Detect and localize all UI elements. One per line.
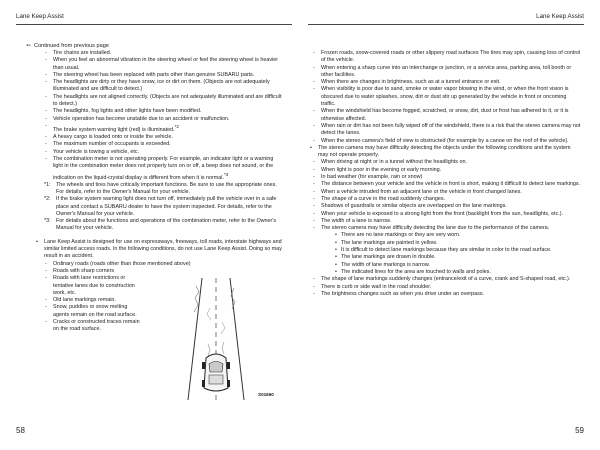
list-item: - When the windshield has become fogged, scratched, or snow, dirt, dust or frost has adhered to it, or it is otherwise affected. <box>312 108 582 123</box>
list-item-text: The brake system warning light (red) is illuminated. <box>53 126 175 133</box>
footnote-mark: *3: <box>44 218 51 225</box>
footnote-text: For details about the functions and operations of the combination meter, refer to the Owner's Manual for your vehicle. <box>56 218 277 232</box>
list-item: - The headlights are dirty or they have snow, ice or dirt on them. (Objects are not adequately illuminated and are difficult to detect.) <box>44 79 282 94</box>
list-item-text: The combination meter is not operating properly. For example, an indicator light or a warning light in the combination meter does not properly turn on or off, a beep does not sound, or the indication on the liquid-crystal display is different from when it is normal. <box>53 155 274 181</box>
sub-list-item: • It is difficult to detect lane markings because they are similar in color to the road surface. <box>335 247 582 254</box>
list-item: - When you feel an abnormal vibration in the steering wheel or feel the steering wheel is heavier than usual. <box>44 57 282 72</box>
list-item: - The shape of lane markings suddenly changes (entrance/exit of a curve, crank and S-shaped road, etc.). <box>312 276 582 283</box>
list-item: - When visibility is poor due to sand, smoke or water vapor blowing in the wind, or when the front vision is obscured due to water splashes, snow, dirt or dust stir up generated by the vehicle in front or oncoming traffic. <box>312 86 582 108</box>
list-item: - Ordinary roads (roads other than those mentioned above) <box>44 261 282 268</box>
figure-code: S01660 <box>258 392 274 397</box>
road-illustration <box>150 278 282 400</box>
footnote-ref: *3 <box>223 171 229 177</box>
footnote <box>44 189 282 196</box>
list-item: - Frozen roads, snow-covered roads or other slippery road surfaces The tires may spin, causing loss of control of the vehicle. <box>312 50 582 65</box>
list-item: - Your vehicle is towing a vehicle, etc. <box>44 149 282 156</box>
camera-bullet: • The stereo camera may have difficulty detecting the objects under the following conditions and the system may not operate properly. <box>310 145 582 160</box>
footnote <box>44 218 282 233</box>
list-item: - The headlights, fog lights and other lights have been modified. <box>44 108 282 115</box>
sub-list-item: • The indicated lines for the area are touched to walls and poles. <box>335 269 582 276</box>
list-item: - The shape of a curve in the road suddenly changes. <box>312 196 582 203</box>
right-page-number: 59 <box>575 426 584 435</box>
list-item <box>312 225 582 276</box>
sub-list-item: • The width of lane markings is narrow. <box>335 262 582 269</box>
footnote-ref: *2 <box>174 123 179 129</box>
footnote-text: For details, refer to the Owner's Manual for your vehicle. <box>56 188 191 195</box>
arrow-right-icon: ➳ <box>26 43 32 49</box>
list-item: - There is curb or side wall in the road shoulder. <box>312 284 582 291</box>
camera-condition-list <box>312 159 582 298</box>
right-condition-list <box>312 50 582 145</box>
list-item: - When a vehicle intruded from an adjacent lane or the vehicle in front changed lanes. <box>312 189 582 196</box>
sub-list-item: • The lane markings are drawn in double. <box>335 254 582 261</box>
sub-list-item: • The lane markings are painted in yellow. <box>335 240 582 247</box>
list-item: - When there are changes in brightness, such as at a tunnel entrance or exit. <box>312 79 582 86</box>
list-item: - When the stereo camera's field of view is obstructed (for example by a canoe on the roof of the vehicle). <box>312 138 582 145</box>
left-header-rule <box>16 24 292 25</box>
list-item: - When your vehicle is exposed to a strong light from the front (backlight from the sun, headlights, etc.). <box>312 211 582 218</box>
list-item: - The distance between your vehicle and the vehicle in front is short, making it difficult to detect lane markings. <box>312 181 582 188</box>
car-icon <box>202 354 230 391</box>
footnote-text: If the brake system warning light does not turn off, immediately pull the vehicle over in a safe place and contact a SUBARU dealer to have the system inspected. For details, refer to the Owner's Manual for your vehicle. <box>56 196 277 217</box>
list-item: - The brightness changes such as when you drive under an overpass. <box>312 291 582 298</box>
list-item: - Cracks or constructed traces remain on the road surface. <box>44 319 141 334</box>
list-item: - The maximum number of occupants is exceeded. <box>44 141 282 148</box>
list-item: - Tire chains are installed. <box>44 50 282 57</box>
list-item: - Snow, puddles or snow melting agents remain on the road surface. <box>44 304 141 319</box>
list-item: - The headlights are not aligned correctly. (Objects are not adequately illuminated and are difficult to detect.) <box>44 94 282 109</box>
list-item: - The width of a lane is narrow. <box>312 218 582 225</box>
list-item <box>44 156 282 182</box>
right-header-title: Lane Keep Assist <box>536 13 584 20</box>
list-item: - Vehicle operation has become unstable due to an accident or malfunction. <box>44 116 282 123</box>
continued-note <box>26 42 109 49</box>
right-column <box>312 50 582 298</box>
list-item-text: The stereo camera may have difficulty detecting the lane due to the performance of the camera. <box>321 225 550 232</box>
left-header-title: Lane Keep Assist <box>16 13 64 20</box>
list-item: - In bad weather (for example, rain or snow) <box>312 174 582 181</box>
list-item <box>44 123 282 134</box>
footnote-mark: *1: <box>44 181 51 188</box>
list-item: - Roads with sharp corners <box>44 268 282 275</box>
list-item: - When entering a sharp curve into an interchange or junction, or a service area, parking area, toll booth or other facilities. <box>312 65 582 80</box>
left-condition-list <box>44 50 282 182</box>
footnote <box>44 196 282 218</box>
intro-bullet: • Lane Keep Assist is designed for use on expressways, freeways, toll roads, interstate highways and similar limited access roads. In the following conditions, do not use Lane Keep Assist. Doing so may result in an accident. <box>36 239 282 261</box>
continued-text: Continued from previous page <box>34 43 109 49</box>
left-page-number: 58 <box>16 426 25 435</box>
lane-marking-sublist <box>321 232 582 276</box>
list-item: - A heavy cargo is loaded onto or inside the vehicle. <box>44 134 282 141</box>
right-header-rule <box>308 24 584 25</box>
list-item: - When light is poor in the evening or early morning. <box>312 167 582 174</box>
list-item: - Shadows of guardrails or similar objects are overlapped on the lane markings. <box>312 203 582 210</box>
footnote-text: The wheels and tires have critically important functions. Be sure to use the appropriate ones. <box>56 181 277 188</box>
list-item: - When rain or dirt has not been fully wiped off of the windshield, there is a risk that the stereo camera may not detect the lanes. <box>312 123 582 138</box>
list-item: - Roads with lane restrictions or tentative lanes due to construction work, etc. <box>44 275 141 297</box>
list-item: - Old lane markings remain. <box>44 297 141 304</box>
footnote <box>44 182 282 189</box>
list-item: - When driving at night or in a tunnel without the headlights on. <box>312 159 582 166</box>
list-item: - The steering wheel has been replaced with parts other than genuine SUBARU parts. <box>44 72 282 79</box>
road-cracks-illustration <box>150 278 282 400</box>
sub-list-item: • There are no lane markings or they are very worn. <box>335 232 582 239</box>
footnote-mark: *2: <box>44 196 51 203</box>
